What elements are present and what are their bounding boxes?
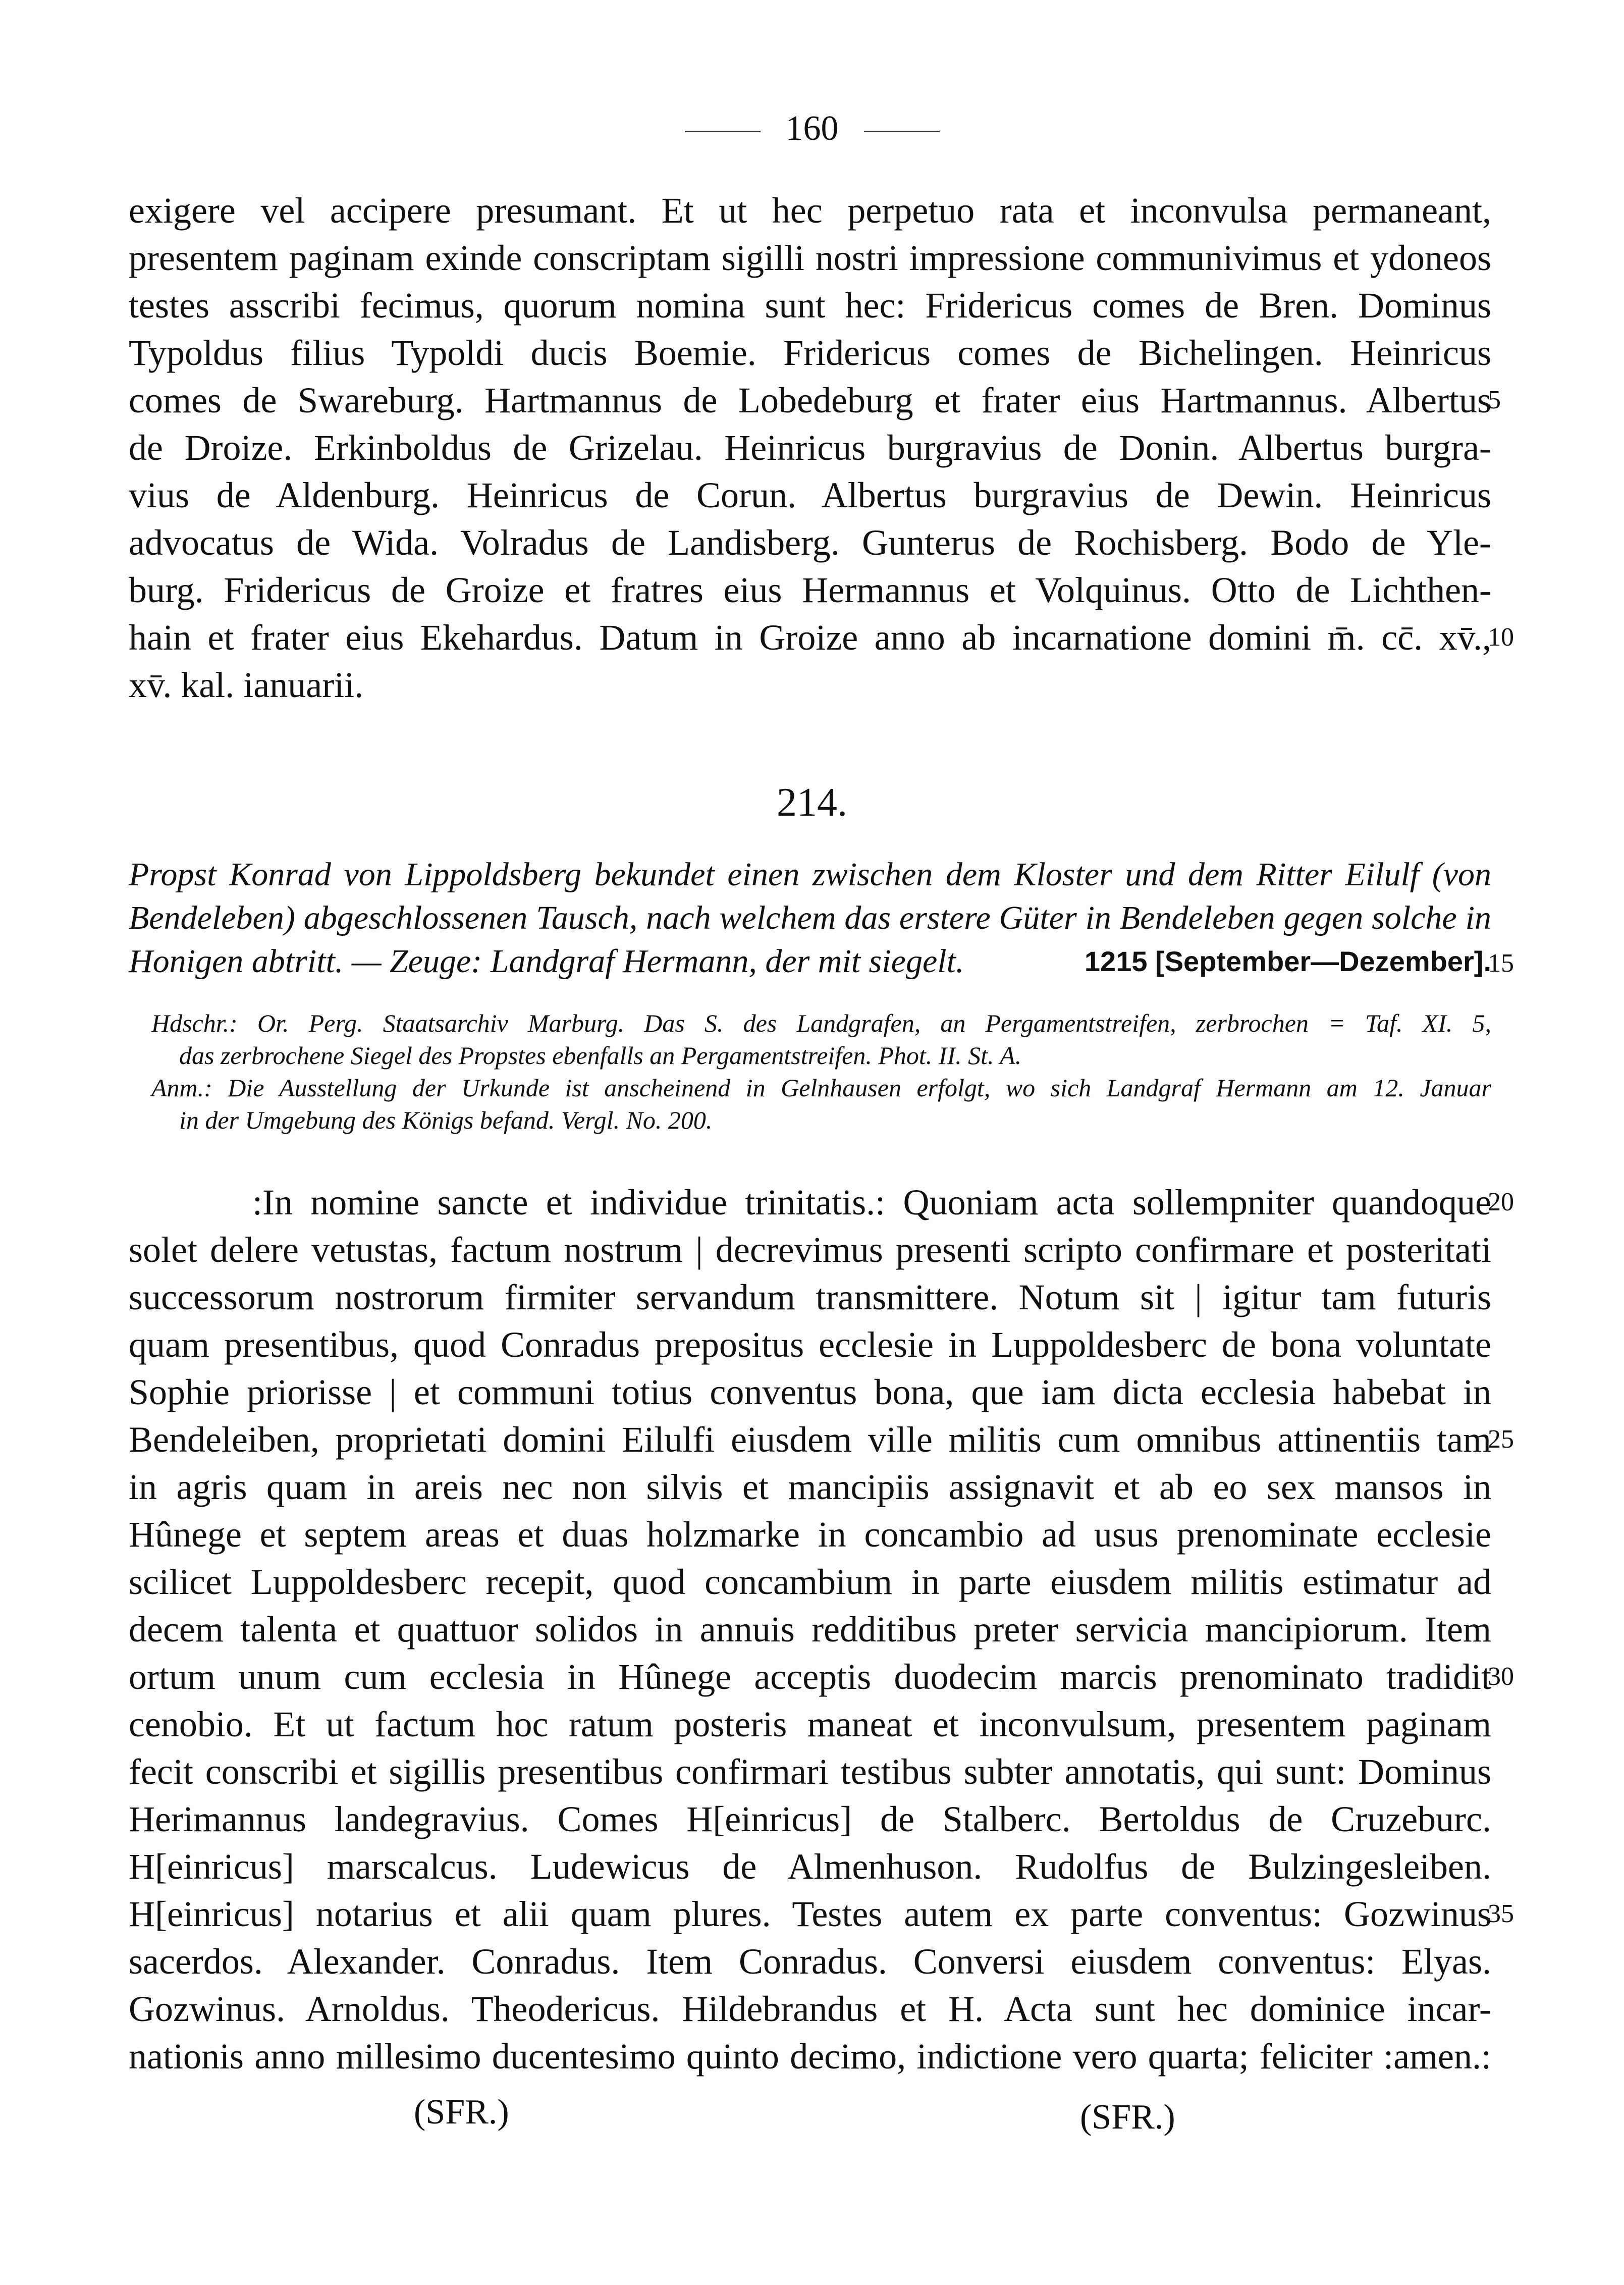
- line-number: 15: [1488, 949, 1514, 978]
- text-line: burg. Fridericus de Groize et fratres eius Hermannus et Volquinus. Otto de Lichthen-: [129, 570, 1491, 610]
- text-line: sacerdos. Alexander. Conradus. Item Conradus. Conversi eiusdem conventus: Elyas.: [129, 1941, 1491, 1982]
- text-line: Bendeleiben, proprietati domini Eilulfi eiusdem ville militis cum omnibus attinentiis tam: [129, 1419, 1491, 1460]
- text-line: ortum unum cum ecclesia in Hûnege acceptis duodecim marcis prenominato tradidit: [129, 1657, 1491, 1697]
- text-line: quam presentibus, quod Conradus prepositus ecclesie in Luppoldesberc de bona voluntate: [129, 1324, 1491, 1365]
- text-line: Sophie priorisse | et communi totius conventus bona, que iam dicta ecclesia habebat in: [129, 1372, 1491, 1412]
- text-line: Typoldus filius Typoldi ducis Boemie. Fridericus comes de Bichelingen. Heinricus: [129, 333, 1491, 373]
- text-line: successorum nostrorum firmiter servandum transmittere. Notum sit | igitur tam futuris: [129, 1277, 1491, 1317]
- line-number: 25: [1488, 1425, 1514, 1454]
- note-line: das zerbrochene Siegel des Propstes ebenfalls an Pergamentstreifen. Phot. II. St. A.: [179, 1041, 1022, 1070]
- text-line: decem talenta et quattuor solidos in annuis redditibus preter servicia mancipiorum. Item: [129, 1609, 1491, 1650]
- header-dash-left: [685, 131, 761, 132]
- note-line: Anm.: Die Ausstellung der Urkunde ist anscheinend in Gelnhausen erfolgt, wo sich Landgraf Hermann am 12. Januar: [151, 1074, 1491, 1102]
- text-line: xv̄. kal. ianuarii.: [129, 665, 364, 705]
- regest-text: Honigen abtritt. — Zeuge: Landgraf Hermann, der mit siegelt.: [129, 943, 964, 980]
- line-number: 35: [1488, 1899, 1514, 1928]
- text-line: vius de Aldenburg. Heinricus de Corun. Albertus burgravius de Dewin. Heinricus: [129, 475, 1491, 515]
- text-line: scilicet Luppoldesberc recepit, quod concambium in parte eiusdem militis estimatur ad: [129, 1562, 1491, 1602]
- text-line: comes de Swareburg. Hartmannus de Lobedeburg et frater eius Hartmannus. Albertus: [129, 380, 1491, 420]
- page-number: 160: [785, 109, 839, 148]
- line-number: 5: [1488, 386, 1501, 414]
- text-line: hain et frater eius Ekehardus. Datum in Groize anno ab incarnatione domini m̄. cc̄. xv̄.,: [129, 617, 1491, 658]
- text-line: H[einricus] notarius et alii quam plures. Testes autem ex parte conventus: Gozwinus: [129, 1894, 1491, 1934]
- regest-line-last: [129, 940, 1491, 983]
- text-line: Herimannus landegravius. Comes H[einricus] de Stalberc. Bertoldus de Cruzeburc.: [129, 1799, 1491, 1839]
- text-line: Hûnege et septem areas et duas holzmarke in concambio ad usus prenominate ecclesie: [129, 1514, 1491, 1555]
- text-line: nationis anno millesimo ducentesimo quinto decimo, indictione vero quarta; feliciter :amen.:: [129, 2036, 1491, 2077]
- seal-left: (SFR.): [414, 2093, 509, 2132]
- regest-line: Propst Konrad von Lippoldsberg bekundet einen zwischen dem Kloster und dem Ritter Eilulf (von: [129, 856, 1491, 893]
- text-line: cenobio. Et ut factum hoc ratum posteris maneat et inconvulsum, presentem paginam: [129, 1704, 1491, 1744]
- text-line: Gozwinus. Arnoldus. Theodericus. Hildebrandus et H. Acta sunt hec dominice incar-: [129, 1989, 1491, 2029]
- seal-right: (SFR.): [1080, 2098, 1175, 2137]
- text-line: fecit conscribi et sigillis presentibus confirmari testibus subter annotatis, qui sunt: Dominus: [129, 1751, 1491, 1792]
- text-line: solet delere vetustas, factum nostrum | decrevimus presenti scripto confirmare et posteritati: [129, 1230, 1491, 1270]
- text-line: :In nomine sancte et individue trinitatis.: Quoniam acta sollempniter quandoque: [252, 1182, 1491, 1223]
- document-date: 1215 [September—Dezember].: [1084, 945, 1491, 977]
- line-number: 10: [1488, 623, 1514, 652]
- text-line: advocatus de Wida. Volradus de Landisberg. Gunterus de Rochisberg. Bodo de Yle-: [129, 522, 1491, 563]
- document-number: 214.: [777, 780, 847, 825]
- line-number: 30: [1488, 1662, 1514, 1691]
- regest-line: Bendeleben) abgeschlossenen Tausch, nach welchem das erstere Güter in Bendeleben gegen solche in: [129, 899, 1491, 936]
- text-line: testes asscribi fecimus, quorum nomina sunt hec: Fridericus comes de Bren. Dominus: [129, 285, 1491, 326]
- header-dash-right: [864, 131, 940, 132]
- note-line: in der Umgebung des Königs befand. Vergl. No. 200.: [179, 1106, 713, 1134]
- line-number: 20: [1488, 1188, 1514, 1216]
- text-line: de Droize. Erkinboldus de Grizelau. Heinricus burgravius de Donin. Albertus burgra-: [129, 428, 1491, 468]
- page-header: [0, 106, 1624, 151]
- text-line: exigere vel accipere presumant. Et ut hec perpetuo rata et inconvulsa permaneant,: [129, 190, 1491, 231]
- text-line: presentem paginam exinde conscriptam sigilli nostri impressione communivimus et ydoneos: [129, 238, 1491, 278]
- text-line: in agris quam in areis nec non silvis et mancipiis assignavit et ab eo sex mansos in: [129, 1467, 1491, 1507]
- text-line: H[einricus] marscalcus. Ludewicus de Almenhuson. Rudolfus de Bulzingesleiben.: [129, 1846, 1491, 1887]
- note-line: Hdschr.: Or. Perg. Staatsarchiv Marburg. Das S. des Landgrafen, an Pergamentstreifen, zerbrochen = Taf. XI. 5,: [151, 1009, 1491, 1037]
